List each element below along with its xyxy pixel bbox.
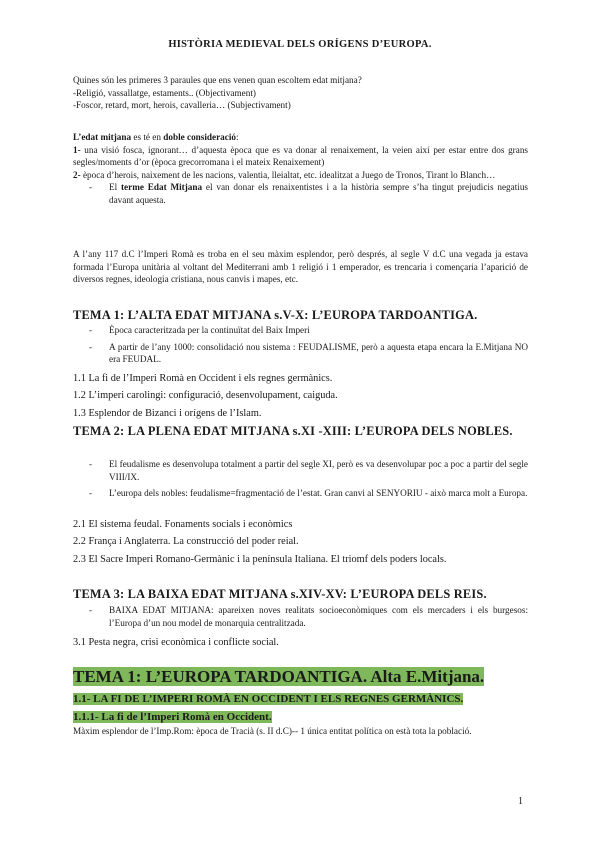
tema1-items <box>73 372 533 421</box>
consideration-point-2 <box>73 169 528 182</box>
bullet-term: terme Edat Mitjana <box>120 182 203 193</box>
section-subsub-heading-wrap <box>73 707 272 725</box>
bullet-dash: - <box>89 488 93 499</box>
tema1-item: 1.2 L’imperi carolingi: configuració, desenvolupament, caiguda. <box>73 390 338 402</box>
tema1-heading: TEMA 1: L’ALTA EDAT MITJANA s.V-X: L’EUROPA TARDOANTIGA. <box>73 308 478 322</box>
intro-objective: -Religió, vassallatge, estaments.. (Objectivament) <box>73 87 256 98</box>
double-consideration: doble consideració <box>163 132 236 142</box>
tema2-item: 2.1 El sistema feudal. Fonaments socials i econòmics <box>73 519 293 530</box>
section-heading-wrap <box>73 667 484 687</box>
section-body: Màxim esplendor de l’Imp.Rom: època de Tracià (s. II d.C)-- 1 única entitat política on està tota la població. <box>73 726 472 736</box>
tema3-heading: TEMA 3: LA BAIXA EDAT MITJANA s.XIV-XV: L’EUROPA DELS REIS. <box>73 587 487 601</box>
intro-question: Quines són les primeres 3 paraules que ens venen quan escoltem edat mitjana? <box>73 75 362 85</box>
consideration-bullet <box>73 181 528 206</box>
document-title: HISTÒRIA MEDIEVAL DELS ORÍGENS D’EUROPA. <box>168 39 432 50</box>
tema2-heading: TEMA 2: LA PLENA EDAT MITJANA s.XI -XIII: L’EUROPA DELS NOBLES. <box>73 424 513 438</box>
point-1-number: 1- <box>73 144 81 155</box>
tema2-bullet <box>73 487 528 500</box>
tema2-bullets <box>73 458 528 500</box>
tema2-item: 2.3 El Sacre Imperi Romano-Germànic i la península Italiana. El triomf dels poders locals. <box>73 553 447 565</box>
section-subsub-heading: 1.1.1- La fi de l’Imperi Romà en Occident. <box>73 711 272 723</box>
consideration-block <box>73 131 528 207</box>
tema2-item: 2.2 França i Anglaterra. La construcció del poder reial. <box>73 536 299 548</box>
bullet-dash: - <box>89 182 93 193</box>
consideration-mid: es té en <box>131 132 164 142</box>
bullet-dash: - <box>89 341 93 352</box>
tema3-bullets <box>73 604 528 629</box>
page-number: 1 <box>518 796 523 807</box>
bullet-pre: El <box>109 182 121 193</box>
intro-block <box>73 74 533 112</box>
bullet-post: el van donar els renaixentistes i a la història sempre s’ha tingut prejudicis negatius davant aquesta. <box>109 182 528 205</box>
term-edat-mitjana: L’edat mitjana <box>73 132 132 142</box>
tema3-items <box>73 636 533 650</box>
empire-paragraph: A l’any 117 d.C l’Imperi Romà es troba en el seu màxim esplendor, però després, al segle V d.C una vegada ja estava formada l’Europa unitària al voltant del Mediterrani amb 1 religió i 1 emperador, es trencaria i començaria l’aparició de diversos regnes, ideologia cristiana, nous canvis i mapes, etc. <box>73 249 528 285</box>
tema2-bullet-text: L’europa dels nobles: feudalisme=fragmentació de l’estat. Gran canvi al SENYORIU - això marca molt a Europa. <box>109 488 528 499</box>
point-1-text: una visió fosca, ignorant… d’aquesta època que es va donar al renaixement, la veien així per estar entre dos grans segles/moments d’or (època grecorromana i el mateix Renaixement) <box>73 144 528 168</box>
intro-subjective: -Foscor, retard, mort, herois, cavalleria… (Subjectivament) <box>73 100 291 111</box>
tema1-item: 1.3 Esplendor de Bizanci i orígens de l’Islam. <box>73 407 262 419</box>
tema2-bullet-text: El feudalisme es desenvolupa totalment a partir del segle XI, però es va desenvolupar poc a poc a partir del segle VIII/IX. <box>109 459 528 482</box>
section-sub-heading: 1.1- LA FI DE L’IMPERI ROMÀ EN OCCIDENT I ELS REGNES GERMÀNICS. <box>73 693 464 705</box>
point-2-number: 2- <box>73 169 81 180</box>
tema1-item: 1.1 La fi de l’Imperi Romà en Occident i els regnes germànics. <box>73 373 333 384</box>
bullet-dash: - <box>89 605 93 615</box>
point-2-text: època d’herois, naixement de les nacions, valentia, lleialtat, etc. idealitzat a Juego de Tronos, Tirant lo Blanch… <box>80 169 496 180</box>
tema2-bullet <box>73 458 528 483</box>
consideration-colon: : <box>236 132 239 142</box>
tema3-bullet-text: BAIXA EDAT MITJANA: apareixen noves realitats socioeconòmiques com els mercaders i els burgesos: l’Europa d’un nou model de monarquia centralitzada. <box>109 605 528 628</box>
consideration-intro <box>73 131 528 144</box>
tema2-items <box>73 518 528 567</box>
tema1-bullets <box>73 324 528 366</box>
tema3-bullet <box>73 604 528 629</box>
bullet-dash: - <box>89 459 93 469</box>
tema1-bullet <box>73 341 528 366</box>
tema3-item: 3.1 Pesta negra, crisi econòmica i conflicte social. <box>73 637 279 648</box>
section-big-heading: TEMA 1: L’EUROPA TARDOANTIGA. Alta E.Mitjana. <box>73 667 485 686</box>
section-sub-heading-wrap <box>73 689 463 707</box>
bullet-dash: - <box>89 325 93 335</box>
consideration-point-1 <box>73 144 528 169</box>
tema1-bullet-text: Època caracteritzada per la continuïtat del Baix Imperi <box>109 325 310 335</box>
tema1-bullet <box>73 324 528 337</box>
tema1-bullet-text: A partir de l’any 1000: consolidació nou sistema : FEUDALISME, però a aquesta etapa encara la E.Mitjana NO era FEUDAL. <box>109 341 528 365</box>
